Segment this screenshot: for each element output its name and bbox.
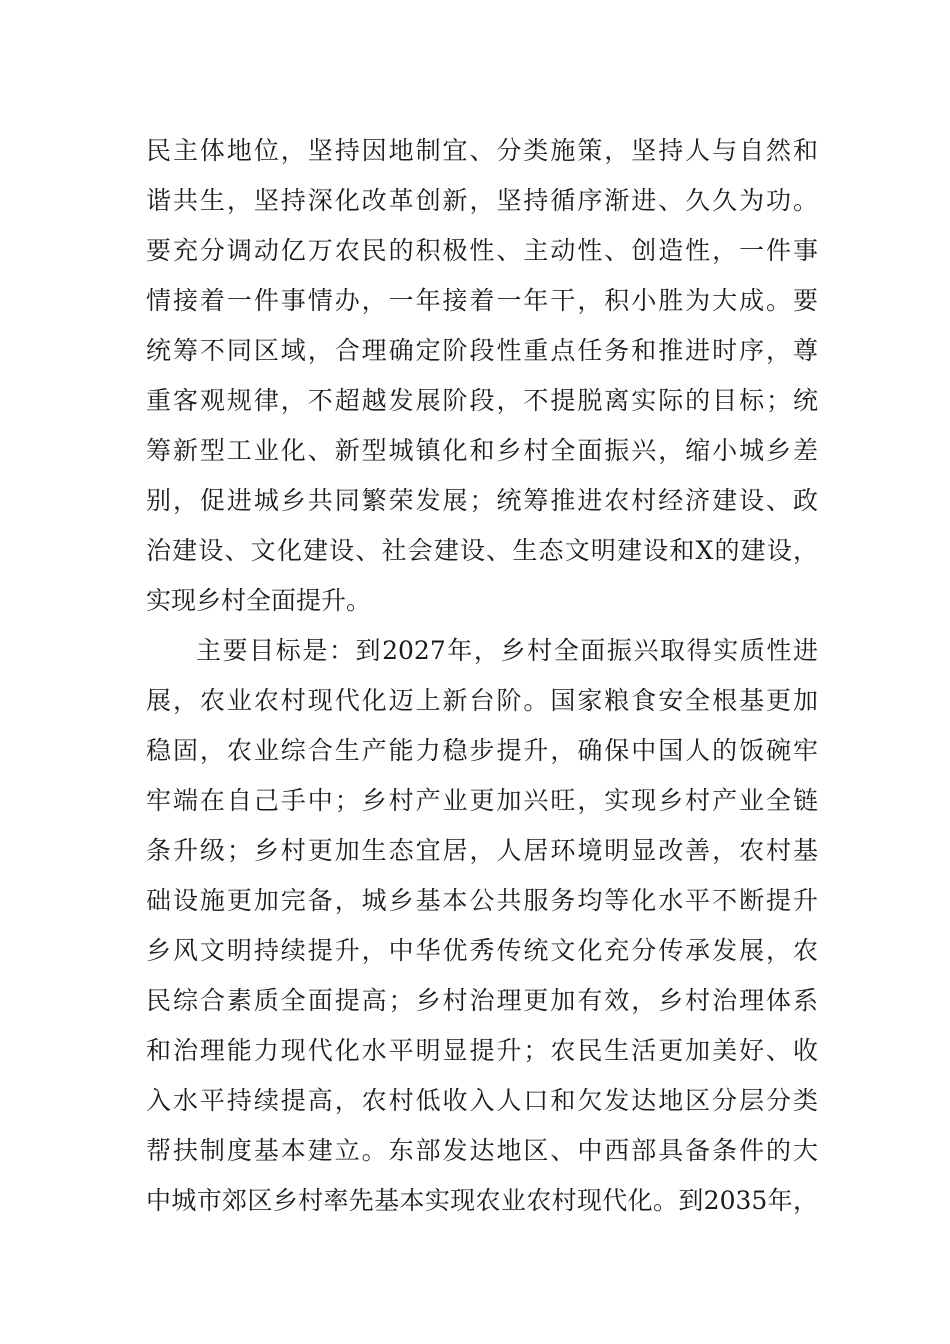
text-line: 乡风文明持续提升，中华优秀传统文化充分传承发展，农	[146, 936, 818, 965]
text-line: 谐共生，坚持深化改革创新，坚持循序渐进、久久为功。	[146, 186, 818, 215]
paragraph-end-line: 实现乡村全面提升。	[146, 586, 372, 615]
text-line: 要充分调动亿万农民的积极性、主动性、创造性，一件事	[146, 236, 818, 265]
text-line: 中城市郊区乡村率先基本实现农业农村现代化。到2035年，	[146, 1186, 818, 1215]
text-line: 治建设、文化建设、社会建设、生态文明建设和X的建设，	[146, 536, 818, 565]
text-line: 重客观规律，不超越发展阶段，不提脱离实际的目标；统	[146, 386, 818, 415]
body-text	[146, 126, 818, 1226]
text-line: 别，促进城乡共同繁荣发展；统筹推进农村经济建设、政	[146, 486, 818, 515]
text-line: 展，农业农村现代化迈上新台阶。国家粮食安全根基更加	[146, 686, 818, 715]
text-line: 和治理能力现代化水平明显提升；农民生活更加美好、收	[146, 1036, 818, 1065]
text-line: 统筹不同区域，合理确定阶段性重点任务和推进时序，尊	[146, 336, 818, 365]
text-line: 筹新型工业化、新型城镇化和乡村全面振兴，缩小城乡差	[146, 436, 818, 465]
text-line: 条升级；乡村更加生态宜居，人居环境明显改善，农村基	[146, 836, 818, 865]
text-line: 牢端在自己手中；乡村产业更加兴旺，实现乡村产业全链	[146, 786, 818, 815]
text-line: 民主体地位，坚持因地制宜、分类施策，坚持人与自然和	[146, 136, 818, 165]
paragraph-start-line: 主要目标是：到2027年，乡村全面振兴取得实质性进	[196, 636, 818, 665]
text-line: 稳固，农业综合生产能力稳步提升，确保中国人的饭碗牢	[146, 736, 818, 765]
text-line: 帮扶制度基本建立。东部发达地区、中西部具备条件的大	[146, 1136, 818, 1165]
text-line: 础设施更加完备，城乡基本公共服务均等化水平不断提升	[146, 886, 818, 915]
text-line: 入水平持续提高，农村低收入人口和欠发达地区分层分类	[146, 1086, 818, 1115]
text-line: 民综合素质全面提高；乡村治理更加有效，乡村治理体系	[146, 986, 818, 1015]
text-line: 情接着一件事情办，一年接着一年干，积小胜为大成。要	[146, 286, 818, 315]
